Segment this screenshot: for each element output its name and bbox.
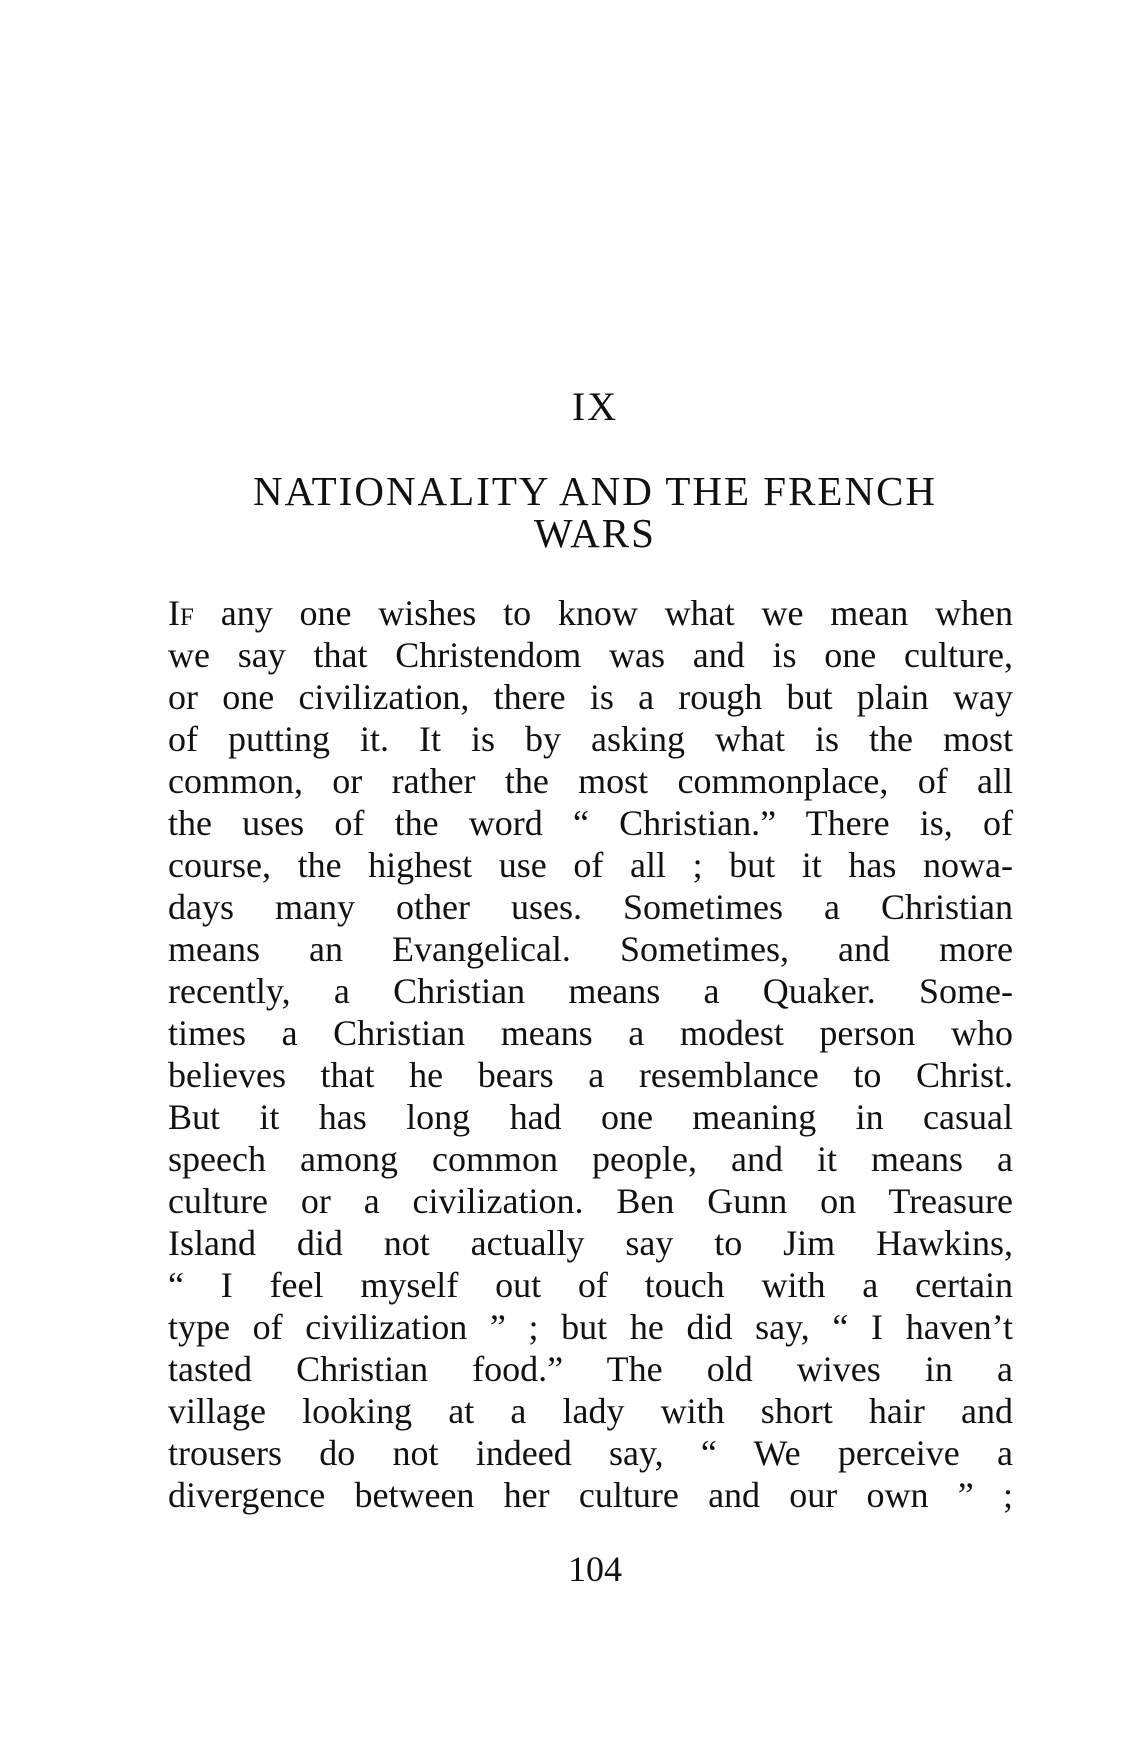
chapter-title xyxy=(150,470,1040,554)
text-line: village looking at a lady with short hair and xyxy=(168,1391,1013,1431)
chapter-title-line: WARS xyxy=(534,510,656,556)
page-number: 104 xyxy=(568,1549,622,1589)
text-line: speech among common people, and it means a xyxy=(168,1139,1013,1179)
text-line: times a Christian means a modest person who xyxy=(168,1013,1013,1053)
text-line: divergence between her culture and our own ” ; xyxy=(168,1475,1013,1515)
chapter-number: IX xyxy=(571,384,619,429)
opening-word: If xyxy=(168,593,194,633)
text-line: the uses of the word “ Christian.” There is, of xyxy=(168,803,1013,843)
text-line: or one civilization, there is a rough but plain way xyxy=(168,677,1013,717)
chapter-title-line: NATIONALITY AND THE FRENCH xyxy=(252,468,938,514)
text-line: of putting it. It is by asking what is the most xyxy=(168,719,1013,759)
text-line: culture or a civilization. Ben Gunn on Treasure xyxy=(168,1181,1013,1221)
text-line: recently, a Christian means a Quaker. Some- xyxy=(168,971,1013,1011)
text-line: Island did not actually say to Jim Hawkins, xyxy=(168,1223,1013,1263)
text-line: trousers do not indeed say, “ We perceive a xyxy=(168,1433,1013,1473)
text-line xyxy=(168,592,1013,634)
text-line: “ I feel myself out of touch with a certain xyxy=(168,1265,1013,1305)
text-line: But it has long had one meaning in casual xyxy=(168,1097,1013,1137)
text-line: type of civilization ” ; but he did say, “ I haven’t xyxy=(168,1307,1013,1347)
text-line: course, the highest use of all ; but it has nowa- xyxy=(168,845,1013,885)
body-text xyxy=(168,592,1013,1516)
text-line: we say that Christendom was and is one culture, xyxy=(168,635,1013,675)
text-line: means an Evangelical. Sometimes, and more xyxy=(168,929,1013,969)
text-line: believes that he bears a resemblance to Christ. xyxy=(168,1055,1013,1095)
text-line: common, or rather the most commonplace, of all xyxy=(168,761,1013,801)
text-line: tasted Christian food.” The old wives in a xyxy=(168,1349,1013,1389)
text-line: days many other uses. Sometimes a Christian xyxy=(168,887,1013,927)
text-line-content: any one wishes to know what we mean when xyxy=(193,593,1013,633)
